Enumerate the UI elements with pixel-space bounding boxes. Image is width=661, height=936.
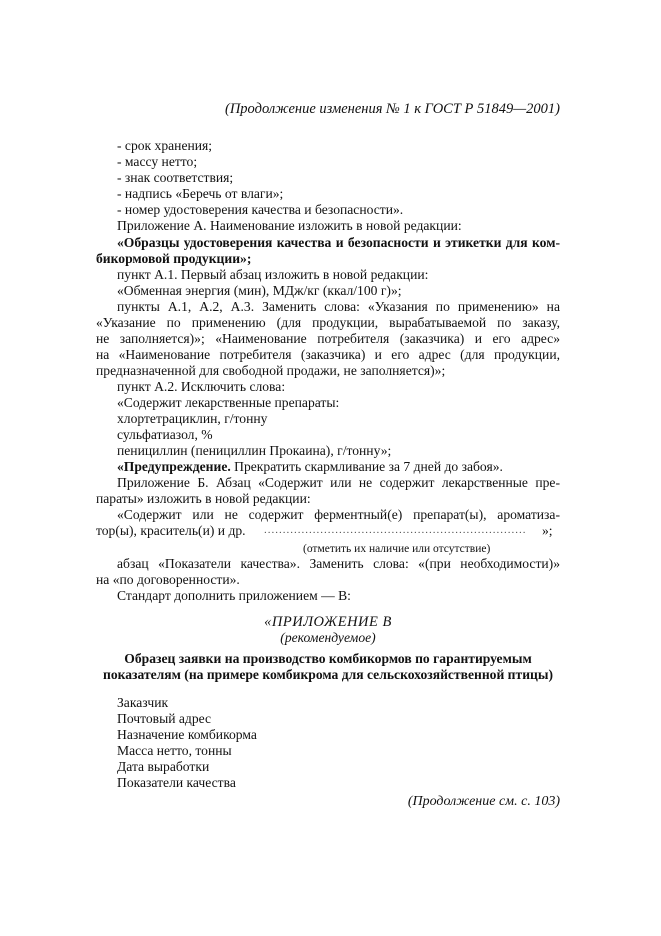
blank-prefix: тор(ы), краситель(и) и др. [96,523,246,538]
form-field-label: Заказчик [117,695,169,710]
text-line: «Содержит или не содержит ферментный(е) препарат(ы), ароматиза- [117,507,560,522]
warning-label: «Предупреждение. [117,459,231,474]
text-line: сульфатиазол, % [117,427,213,442]
text-line [117,459,503,475]
text-line: Приложение Б. Абзац «Содержит или не содержит лекарственные пре- [117,475,560,490]
text-line: Приложение А. Наименование изложить в новой редакции: [117,218,462,233]
text-line: абзац «Показатели качества». Заменить слова: «(при необходимости)» [117,556,560,571]
text-line: на «Наименование потребителя (заказчика) и его адрес (для продукции, [96,347,560,362]
text-line: пункт А.1. Первый абзац изложить в новой редакции: [117,267,429,282]
text-line: «Указание по применению (для продукции, вырабатываемой по заказу, [96,315,560,330]
appendix-subtitle: (рекомендуемое) [280,630,376,645]
form-field-label: Показатели качества [117,775,236,790]
text-line: пункт А.2. Исключить слова: [117,379,286,394]
text-line: «Содержит лекарственные препараты: [117,395,340,410]
form-field-label: Почтовый адрес [117,711,212,726]
text-line: - номер удостоверения качества и безопасности». [117,202,404,217]
text-line: - массу нетто; [117,154,198,169]
text-line: - срок хранения; [117,138,213,153]
text-line: «Обменная энергия (мин), МДж/кг (ккал/100 г)»; [117,283,402,298]
page-header: (Продолжение изменения № 1 к ГОСТ Р 51849—2001) [225,101,560,117]
text-line: пенициллин (пенициллин Прокаина), г/тонну»; [117,443,392,458]
text-line: не заполняется)»; «Наименование потребителя (заказчика) и его адрес» [96,331,560,346]
fill-in-dots: ...................................................................... [264,524,527,536]
blank-suffix: »; [542,523,553,538]
text-line: Стандарт дополнить приложением — В: [117,588,351,603]
text-line-with-blank [96,523,246,539]
text-line: предназначенной для свободной продажи, не заполняется)»; [96,363,446,378]
blank-caption: (отметить их наличие или отсутствие) [303,543,491,555]
text-line: - надпись «Беречь от влаги»; [117,186,284,201]
appendix-title: «ПРИЛОЖЕНИЕ В [264,614,392,630]
text-line: - знак соответствия; [117,170,234,185]
appendix-heading: Образец заявки на производство комбикормов по гарантируемым [124,651,532,666]
warning-text: Прекратить скармливание за 7 дней до забоя». [230,459,503,474]
text-line-bold: «Образцы удостоверения качества и безопасности и этикетки для ком- [117,235,560,250]
form-field-label: Назначение комбикорма [117,727,257,742]
text-line: хлортетрациклин, г/тонну [117,411,268,426]
appendix-heading: показателям (на примере комбикрома для сельскохозяйственной птицы) [102,667,553,682]
form-field-label: Масса нетто, тонны [117,743,232,758]
text-line-bold: бикормовой продукции»; [96,251,252,266]
form-field-label: Дата выработки [117,759,210,774]
text-line: на «по договоренности». [96,572,240,587]
text-line: параты» изложить в новой редакции: [96,491,311,506]
text-line: пункты А.1, А.2, А.3. Заменить слова: «Указания по применению» на [117,299,560,314]
page-footer: (Продолжение см. с. 103) [407,794,560,809]
